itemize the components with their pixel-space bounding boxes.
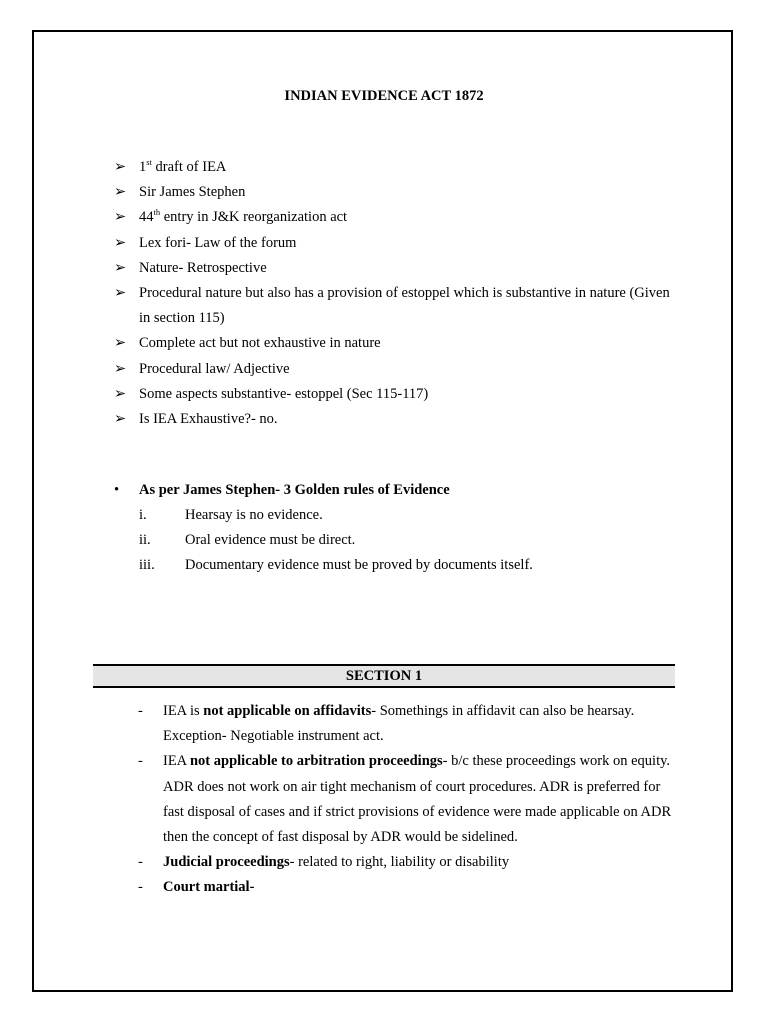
list-item: ➢ 44th entry in J&K reorganization act xyxy=(114,205,674,230)
dash-bullet: - xyxy=(138,753,143,770)
dash-bullet: - xyxy=(138,879,143,896)
arrow-bullet-icon: ➢ xyxy=(114,385,127,402)
roman-numeral: i. xyxy=(139,507,147,523)
bullet-dot-icon: • xyxy=(114,482,120,498)
list-item: - Judicial proceedings- related to right, liability or disability xyxy=(138,850,678,875)
list-item: ➢ Nature- Retrospective xyxy=(114,256,674,281)
list-item: ➢ Procedural nature but also has a provision of estoppel which is substantive in nature (Given in section 115) xyxy=(114,281,674,331)
arrow-bullet-icon: ➢ xyxy=(114,209,127,226)
arrow-bullet-icon: ➢ xyxy=(114,259,127,276)
list-item: - Court martial- xyxy=(138,875,678,900)
golden-rules-heading: • As per James Stephen- 3 Golden rules of Evidence xyxy=(114,478,674,503)
arrow-bullet-icon: ➢ xyxy=(114,411,127,428)
arrow-bullet-icon: ➢ xyxy=(114,184,127,201)
list-item: ➢ Lex fori- Law of the forum xyxy=(114,231,674,256)
dash-bullet: - xyxy=(138,703,143,719)
dash-bullet: - xyxy=(138,854,143,871)
golden-rules-block xyxy=(114,478,674,578)
list-item: ➢ 1st draft of IEA xyxy=(114,155,674,180)
arrow-bullet-icon: ➢ xyxy=(114,285,127,302)
list-item: - IEA not applicable to arbitration proceedings- b/c these proceedings work on equity. ADR does not work on air tight mechanism of court procedures. ADR is preferred for fast disposal of cases and if strict provisions of evidence were made applicable on ADR then the concept of fast disposal by ADR would be sidelined. xyxy=(138,749,678,850)
list-item: i. Hearsay is no evidence. xyxy=(114,503,674,528)
section-heading: SECTION 1 xyxy=(93,664,675,688)
key-points-list xyxy=(114,155,674,432)
list-item: ➢ Is IEA Exhaustive?- no. xyxy=(114,407,674,432)
section-points-list xyxy=(138,699,678,901)
arrow-bullet-icon: ➢ xyxy=(114,360,127,377)
document-title: INDIAN EVIDENCE ACT 1872 xyxy=(284,88,484,104)
list-item: ➢ Complete act but not exhaustive in nature xyxy=(114,331,674,356)
list-item: - IEA is not applicable on affidavits- Somethings in affidavit can also be hearsay. Exception- Negotiable instrument act. xyxy=(138,699,678,749)
list-item: iii. Documentary evidence must be proved by documents itself. xyxy=(114,553,674,578)
list-item: ➢ Sir James Stephen xyxy=(114,180,674,205)
list-item: ➢ Some aspects substantive- estoppel (Sec 115-117) xyxy=(114,382,674,407)
arrow-bullet-icon: ➢ xyxy=(114,159,127,175)
arrow-bullet-icon: ➢ xyxy=(114,335,127,352)
list-item: ii. Oral evidence must be direct. xyxy=(114,528,674,553)
arrow-bullet-icon: ➢ xyxy=(114,234,127,251)
golden-rules-list xyxy=(114,503,674,578)
roman-numeral: ii. xyxy=(139,532,151,548)
list-item: ➢ Procedural law/ Adjective xyxy=(114,357,674,382)
roman-numeral: iii. xyxy=(139,557,155,573)
